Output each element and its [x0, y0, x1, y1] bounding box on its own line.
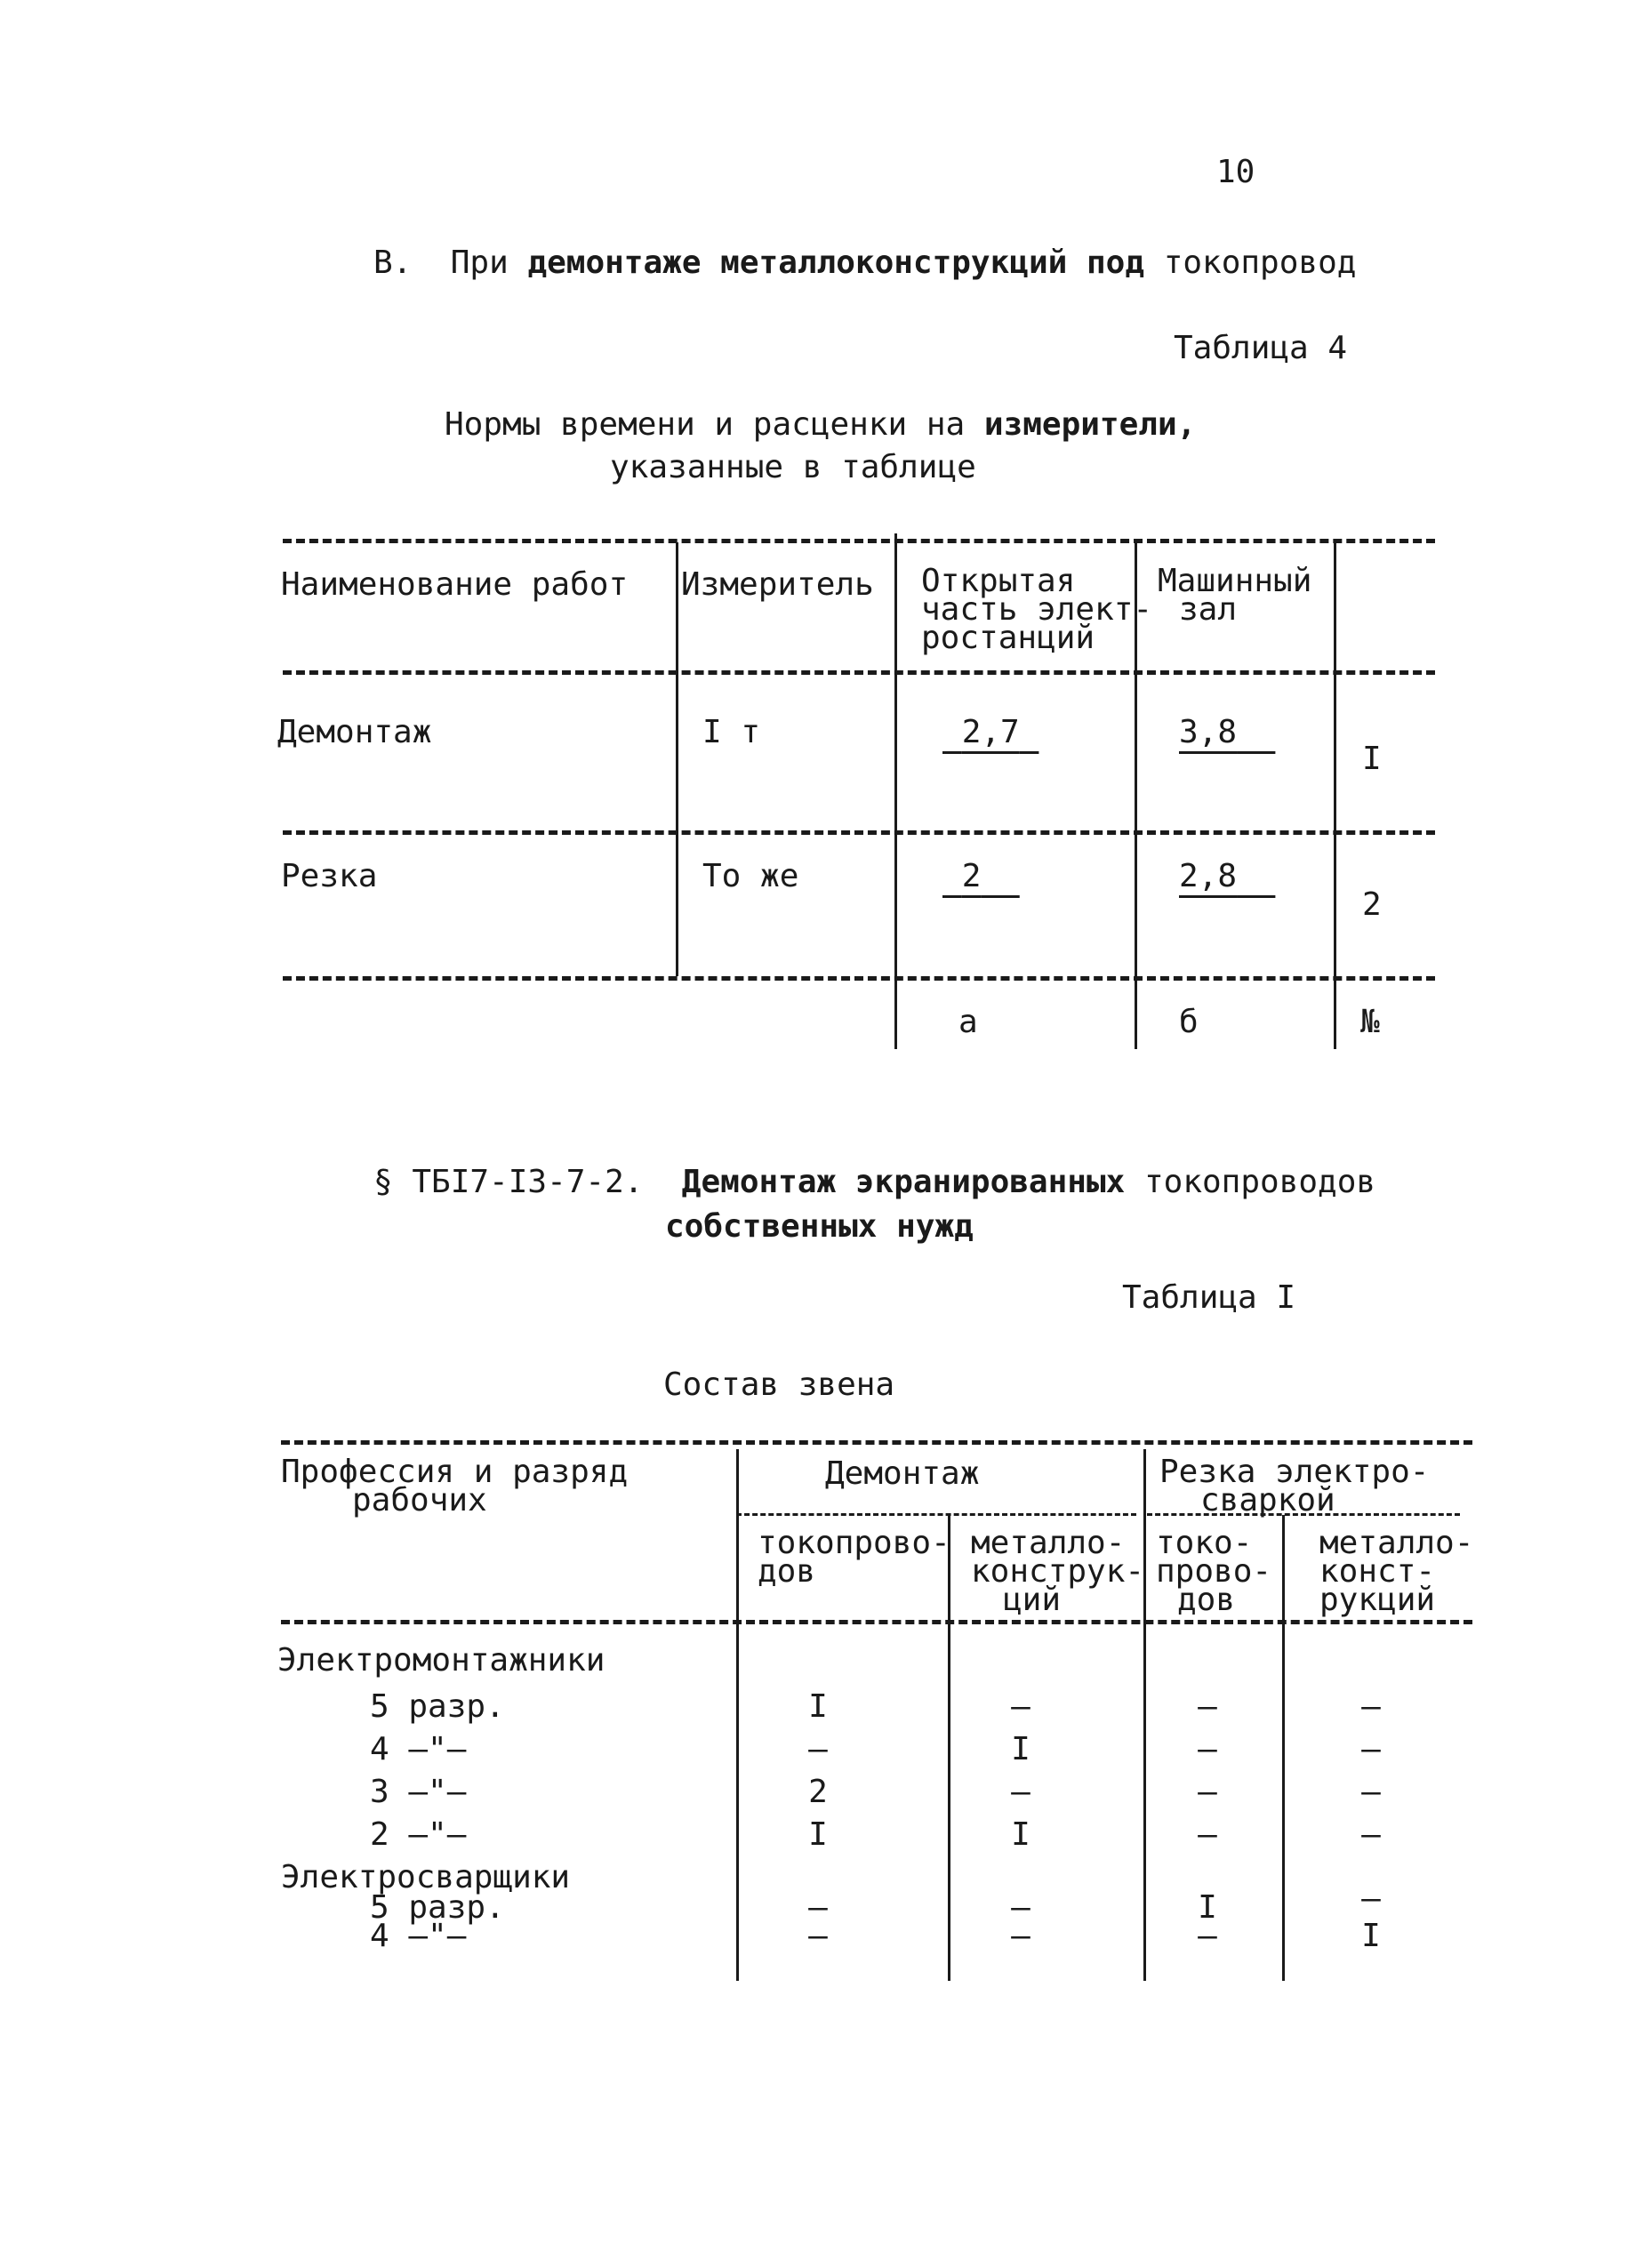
- section-b-letter: В.: [373, 244, 413, 281]
- table4-row2-open: 2: [961, 858, 982, 894]
- table1-header-sub3-l3: дов: [1177, 1582, 1236, 1618]
- table1-header-sub4-l3: рукций: [1319, 1582, 1436, 1618]
- table4-footer-open: а: [958, 1004, 978, 1040]
- table1-header-sub3: [1156, 1525, 1272, 1618]
- table1-row4-c1: I: [808, 1816, 828, 1853]
- table4-heading-line2: указанные в таблице: [610, 449, 976, 485]
- table4-header-open: [921, 563, 1153, 656]
- table1-row1-c4: –: [1361, 1688, 1381, 1725]
- table4-footer-hall: б: [1179, 1004, 1199, 1040]
- page-number: 10: [1216, 154, 1255, 190]
- section-b-text-2: токопровод: [1163, 244, 1357, 281]
- table4-header-open-l2: часть элект-: [921, 591, 1153, 628]
- table1-caption: Состав звена: [663, 1366, 895, 1403]
- table1-row4-c3: –: [1198, 1816, 1217, 1853]
- section-tb-bold-2: собственных нужд: [665, 1208, 974, 1245]
- table1-header-cutting: [1159, 1454, 1430, 1519]
- table4-row1-open: 2,7: [961, 714, 1020, 750]
- table1-label: Таблица I: [1122, 1279, 1296, 1316]
- table4-row1-meter: I т: [702, 714, 761, 750]
- table1-header-rule: [281, 1620, 1472, 1624]
- table1-row1-c3: –: [1198, 1688, 1217, 1725]
- section-b-text-1: При: [450, 244, 509, 281]
- table1-row1-c2: –: [1011, 1688, 1031, 1725]
- table4-label: Таблица 4: [1174, 330, 1348, 366]
- section-tb-code: § ТБI7-I3-7-2.: [373, 1164, 644, 1200]
- table1-row3-c2: –: [1011, 1774, 1031, 1810]
- table4-footer-num: №: [1360, 1004, 1380, 1040]
- table4-top-rule: [283, 539, 1435, 543]
- table1-header-sub2-l1: металло-: [971, 1525, 1126, 1561]
- table1-header-profession-l2: рабочих: [352, 1482, 487, 1519]
- table1-row5-label: 5 разр.: [370, 1889, 505, 1926]
- table1-row6-c3: –: [1198, 1918, 1217, 1954]
- table1-vline-1: [736, 1449, 739, 1981]
- table4-row2-hall: 2,8: [1179, 858, 1238, 894]
- table1-row5-c3: I: [1198, 1889, 1217, 1926]
- table1-row5-c2: –: [1011, 1889, 1031, 1926]
- table1-row5-c4: –: [1361, 1880, 1381, 1917]
- table1-header-cutting-l1: Резка электро-: [1159, 1454, 1430, 1490]
- table1-header-cutting-l2: сваркой: [1200, 1482, 1335, 1519]
- table1-vline-4: [1282, 1515, 1285, 1981]
- table4-row2-work: Резка: [281, 858, 378, 894]
- section-tb-bold-1: Демонтаж экранированных: [681, 1164, 1126, 1200]
- table1-header-sub4-l1: металло-: [1319, 1525, 1474, 1561]
- table1-header-sub2-l3: ций: [1003, 1582, 1062, 1618]
- table4-row1-hall: 3,8: [1179, 714, 1238, 750]
- table1-row3-c1: 2: [808, 1774, 828, 1810]
- table4-row1-num: I: [1362, 741, 1382, 777]
- table4-header-meter: Измеритель: [681, 566, 874, 603]
- table1-header-sub1-l2: дов: [758, 1553, 816, 1590]
- table4-heading-1a: Нормы времени и расценки на: [445, 406, 966, 443]
- table1-header-profession-l1: Профессия и разряд: [281, 1454, 629, 1490]
- table1-header-sub3-l2: прово-: [1156, 1553, 1272, 1590]
- table1-row2-label: 4 –"–: [370, 1731, 467, 1767]
- table4-vline-2: [894, 533, 897, 1049]
- table4-row1-work: Демонтаж: [277, 714, 432, 750]
- table1-header-sub3-l1: токо-: [1156, 1525, 1253, 1561]
- table1-row6-label: 4 –"–: [370, 1918, 467, 1954]
- section-tb-text-1: токопроводов: [1143, 1164, 1376, 1200]
- table1-row3-c4: –: [1361, 1774, 1381, 1810]
- table1-row5-c1: –: [808, 1889, 828, 1926]
- table4-header-open-l3: ростанций: [921, 620, 1095, 656]
- section-b-text-bold: демонтаже металлоконструкций под: [527, 244, 1144, 281]
- table4-header-work: Наименование работ: [281, 566, 629, 603]
- table1-top-rule: [281, 1440, 1472, 1445]
- table4-header-hall-l2: зал: [1179, 591, 1238, 628]
- table4-header-rule: [283, 670, 1435, 675]
- table1-row6-c2: –: [1011, 1918, 1031, 1954]
- section-tb-line1: [373, 1166, 1375, 1198]
- table1-row4-c2: I: [1011, 1816, 1031, 1853]
- table1-row4-label: 2 –"–: [370, 1816, 467, 1853]
- table1-header-sub4: [1319, 1525, 1474, 1618]
- table1-header-sub4-l2: конст-: [1319, 1553, 1436, 1590]
- table1-row3-c3: –: [1198, 1774, 1217, 1810]
- table4-header-hall-l1: Машинный: [1158, 563, 1312, 599]
- table1-row2-c2: I: [1011, 1731, 1031, 1767]
- table4-row2-num: 2: [1362, 886, 1382, 923]
- table1-row2-c3: –: [1198, 1731, 1217, 1767]
- table1-group-electricians: Электромонтажники: [277, 1642, 605, 1679]
- table1-row1-c1: I: [808, 1688, 828, 1725]
- table1-row3-label: 3 –"–: [370, 1774, 467, 1810]
- table1-row6-c4: I: [1361, 1918, 1381, 1954]
- table4-row1-rule: [283, 830, 1435, 835]
- table1-group-welders: Электросварщики: [281, 1859, 571, 1895]
- table1-row1-label: 5 разр.: [370, 1688, 505, 1725]
- table1-sub-rule-left: [736, 1513, 1136, 1516]
- table1-header-sub2-l2: конструк-: [971, 1553, 1145, 1590]
- table1-header-sub1: [758, 1525, 950, 1590]
- table4-header-open-l1: Открытая: [921, 563, 1076, 599]
- table1-row6-c1: –: [808, 1918, 828, 1954]
- table4-vline-4: [1334, 542, 1336, 1049]
- table1-header-sub2: [971, 1525, 1145, 1618]
- table4-heading-1b: измерители,: [983, 406, 1197, 443]
- table4-row2-meter: То же: [702, 858, 799, 894]
- table4-vline-1: [676, 542, 678, 976]
- table1-header-sub1-l1: токопрово-: [758, 1525, 950, 1561]
- section-b-heading: [373, 244, 1357, 281]
- table4-header-hall: [1158, 563, 1312, 628]
- table1-row2-c4: –: [1361, 1731, 1381, 1767]
- table1-header-dismantle: Демонтаж: [825, 1455, 980, 1492]
- table1-row4-c4: –: [1361, 1816, 1381, 1853]
- table1-header-profession: [281, 1454, 629, 1519]
- table4-row2-rule: [283, 976, 1435, 981]
- table4-heading-line1: [445, 406, 1197, 443]
- table1-row2-c1: –: [808, 1731, 828, 1767]
